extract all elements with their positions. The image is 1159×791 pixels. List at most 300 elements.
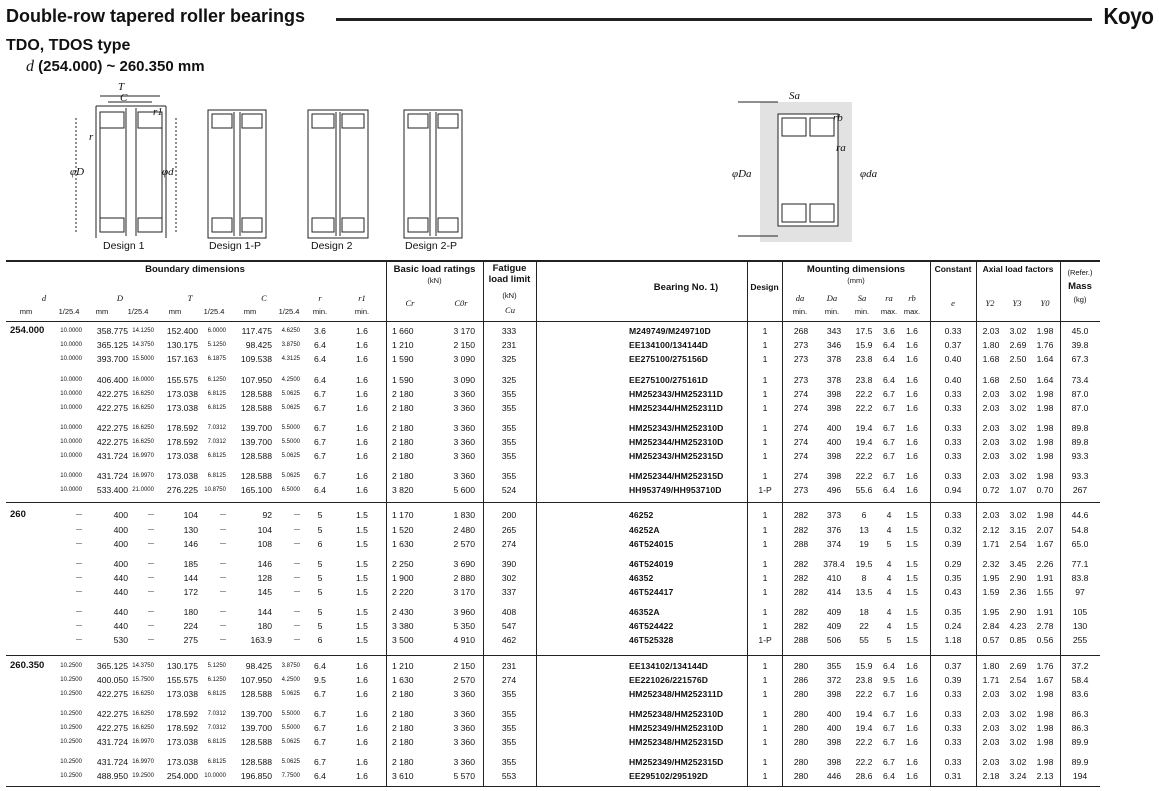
cell-Y0: 1.98 [1036,757,1054,767]
cell-outer-d-inch: — [148,637,154,643]
cell-r: 6.7 [314,689,326,699]
cell-bore-inch: 10.0000 [60,425,82,431]
cell-C0r: 3 360 [453,471,475,481]
sym-Cr: Cr [405,298,415,308]
cell-outer-d: 533.400 [96,485,128,495]
cell-width-T: 146 [183,539,198,549]
cell-Cu: 337 [501,587,517,597]
cell-Cr: 2 180 [392,689,414,699]
cell-C0r: 3 170 [453,587,475,597]
cell-Sa: 22.2 [855,471,873,481]
cell-ra: 4 [886,573,892,583]
cell-da: 280 [793,709,809,719]
cell-ra: 9.5 [883,675,895,685]
cell-Y3: 3.02 [1009,757,1027,767]
cell-Y2: 1.68 [982,354,1000,364]
cell-mass: 39.8 [1071,340,1089,350]
cell-ra: 4 [886,587,892,597]
cell-C0r: 3 960 [453,607,475,617]
cell-Cu: 355 [501,437,517,447]
cell-bearing-no: EE275100/275156D [629,354,709,364]
cell-width-T-inch: 5.1250 [207,663,226,669]
cell-width-T-inch: 7.0312 [207,711,226,717]
cell-Y3: 3.02 [1009,709,1027,719]
unit-mm: mm [168,307,182,316]
cell-mass: 194 [1072,771,1088,781]
cell-outer-d-inch: 16.6250 [132,391,154,397]
cell-rb: 1.5 [906,607,918,617]
cell-width-C: 139.700 [240,723,272,733]
cell-r1: 1.6 [356,689,368,699]
cell-e: 0.33 [944,326,962,336]
cell-outer-d-inch: 19.2500 [132,773,154,779]
cell-Sa: 15.9 [855,661,873,671]
cell-bore-inch: — [76,575,82,581]
cell-width-C-inch: 5.0625 [281,759,300,765]
cell-bore-inch: — [76,637,82,643]
cell-ra: 4 [886,510,892,520]
cell-r: 6.7 [314,723,326,733]
cell-da: 268 [793,326,809,336]
cell-width-T-inch: 10.0000 [204,773,226,779]
cell-C0r: 2 150 [453,340,475,350]
cell-Y0: 1.67 [1036,539,1054,549]
cell-C0r: 3 690 [453,559,475,569]
cell-r1: 1.6 [356,709,368,719]
cell-width-C: 144 [257,607,272,617]
cell-Cr: 3 500 [392,635,414,645]
cell-design: 1 [762,621,768,631]
cell-ra: 3.6 [883,326,895,336]
cell-rb: 1.6 [906,423,918,433]
cell-design: 1 [762,423,768,433]
cell-outer-d: 406.400 [96,375,128,385]
cell-Sa: 8 [861,573,867,583]
cell-C0r: 5 350 [453,621,475,631]
unit-max: max. [880,307,898,316]
cell-Cu: 355 [501,757,517,767]
cell-r1: 1.5 [356,587,368,597]
cell-width-C-inch: 5.0625 [281,453,300,459]
cell-r: 5 [317,573,323,583]
col-divider [536,260,537,786]
cell-Da: 400 [826,723,842,733]
cell-Cr: 2 180 [392,471,414,481]
cell-mass: 97 [1075,587,1085,597]
cell-width-C-inch: 4.2500 [281,377,300,383]
cell-Cu: 355 [501,451,517,461]
cell-ra: 4 [886,525,892,535]
cell-outer-d-inch: — [148,561,154,567]
cell-rb: 1.5 [906,621,918,631]
cell-Y3: 0.85 [1009,635,1027,645]
cell-Cu: 200 [501,510,517,520]
cell-bore-inch: 10.2500 [60,759,82,765]
cell-width-C: 128.588 [240,737,272,747]
cell-C0r: 3 170 [453,326,475,336]
cell-outer-d-inch: 16.9970 [132,759,154,765]
cell-ra: 5 [886,635,892,645]
cell-Y3: 2.50 [1009,375,1027,385]
cell-r1: 1.6 [356,403,368,413]
cell-Y3: 2.50 [1009,354,1027,364]
cell-outer-d-inch: 16.6250 [132,725,154,731]
cell-width-T-inch: — [220,575,226,581]
cell-bore-inch: 10.2500 [60,773,82,779]
cell-Cu: 355 [501,709,517,719]
cell-Cu: 325 [501,354,517,364]
cell-r1: 1.5 [356,573,368,583]
cell-Cu: 265 [501,525,517,535]
cell-Y3: 2.54 [1009,539,1027,549]
cell-rb: 1.6 [906,437,918,447]
cell-outer-d-inch: 16.0000 [132,377,154,383]
cell-r: 6.4 [314,661,326,671]
cell-width-C: 128.588 [240,451,272,461]
cell-C0r: 5 600 [453,485,475,495]
cell-width-C: 104 [257,525,272,535]
cell-width-T: 173.038 [166,757,198,767]
cell-bearing-no: 46252A [629,525,660,535]
cell-Sa: 22.2 [855,451,873,461]
cell-Sa: 13.5 [855,587,873,597]
cell-Cu: 355 [501,689,517,699]
cell-C0r: 3 360 [453,451,475,461]
cell-width-C: 139.700 [240,709,272,719]
cell-rb: 1.6 [906,737,918,747]
cell-Da: 373 [826,510,842,520]
cell-bearing-no: HM252344/HM252310D [629,437,724,447]
cell-r1: 1.6 [356,675,368,685]
cell-outer-d: 431.724 [96,737,128,747]
cell-Cu: 553 [501,771,517,781]
design-2p-label: Design 2-P [405,240,457,252]
cell-bearing-no: M249749/M249710D [629,326,711,336]
cell-outer-d: 440 [113,621,128,631]
cell-Y0: 2.78 [1036,621,1054,631]
cell-Cr: 3 820 [392,485,414,495]
cell-r: 6 [317,635,323,645]
cell-Da: 410 [826,573,842,583]
sym-Y0: Y0 [1040,298,1050,308]
cell-r: 6.7 [314,451,326,461]
cell-design: 1 [762,771,768,781]
cell-da: 280 [793,723,809,733]
cell-design: 1 [762,437,768,447]
cell-e: 0.39 [944,675,962,685]
cell-Sa: 55.6 [855,485,873,495]
cell-Cu: 333 [501,326,517,336]
cell-width-T: 178.592 [166,709,198,719]
cell-bore-inch: 10.0000 [60,356,82,362]
cell-outer-d-inch: — [148,609,154,615]
cell-design: 1 [762,403,768,413]
cell-Da: 398 [826,757,842,767]
cell-width-C: 128.588 [240,389,272,399]
cell-mass: 54.8 [1071,525,1089,535]
cell-rb: 1.5 [906,635,918,645]
fatigue-header-2: load limit [488,274,531,285]
cell-bore: 260 [10,509,26,520]
cell-width-C: 139.700 [240,423,272,433]
cell-Da: 398 [826,389,842,399]
unit-inch: 1/25.4 [58,307,80,316]
boundary-dimensions-header: Boundary dimensions [145,264,245,275]
cell-Cu: 355 [501,403,517,413]
group-rule-1 [6,502,1100,503]
cell-width-T: 104 [183,510,198,520]
cell-width-C-inch: — [294,575,300,581]
cell-mass: 83.6 [1071,689,1089,699]
cell-Sa: 19 [859,539,869,549]
col-divider [1060,260,1061,786]
dim-d-label: φd [162,166,174,178]
cell-Sa: 23.8 [855,675,873,685]
cell-r1: 1.6 [356,485,368,495]
cell-Y3: 1.07 [1009,485,1027,495]
cell-bore-inch: 10.0000 [60,391,82,397]
bearing-design-diagrams [60,78,480,258]
cell-bore-inch: — [76,512,82,518]
cell-width-T: 144 [183,573,198,583]
cell-width-T-inch: 7.0312 [207,725,226,731]
cell-ra: 6.7 [883,437,895,447]
cell-Cr: 1 170 [392,510,414,520]
cell-width-C: 107.950 [240,675,272,685]
cell-r1: 1.6 [356,375,368,385]
cell-r: 6.4 [314,771,326,781]
cell-Y0: 1.98 [1036,689,1054,699]
cell-r1: 1.5 [356,559,368,569]
cell-r: 6.7 [314,709,326,719]
cell-r1: 1.6 [356,437,368,447]
cell-ra: 6.7 [883,403,895,413]
cell-outer-d: 422.275 [96,689,128,699]
cell-r: 9.5 [314,675,326,685]
unit-max: max. [903,307,921,316]
cell-width-T: 130 [183,525,198,535]
cell-Y2: 2.84 [982,621,1000,631]
cell-width-T-inch: 6.8125 [207,473,226,479]
cell-width-C-inch: 4.2500 [281,677,300,683]
cell-Y2: 2.18 [982,771,1000,781]
cell-Cr: 3 380 [392,621,414,631]
cell-Cr: 1 520 [392,525,414,535]
cell-Cu: 325 [501,375,517,385]
unit-min: min. [854,307,870,316]
cell-Cr: 1 590 [392,375,414,385]
dim-r-label: r [89,131,94,143]
cell-width-T: 254.000 [166,771,198,781]
design-header: Design [750,282,779,292]
cell-rb: 1.6 [906,485,918,495]
cell-Cu: 390 [501,559,517,569]
cell-Y3: 2.90 [1009,607,1027,617]
cell-width-C-inch: 3.8750 [281,663,300,669]
cell-Cr: 2 250 [392,559,414,569]
cell-mass: 67.3 [1071,354,1089,364]
col-divider [747,260,748,786]
cell-design: 1 [762,471,768,481]
cell-Y0: 1.67 [1036,675,1054,685]
unit-min: min. [354,307,370,316]
cell-r: 5 [317,559,323,569]
cell-Y0: 1.98 [1036,510,1054,520]
cell-outer-d: 440 [113,607,128,617]
cell-r: 6.7 [314,437,326,447]
cell-da: 274 [793,451,809,461]
cell-e: 0.33 [944,737,962,747]
cell-Y2: 2.03 [982,757,1000,767]
mount-sa-label: Sa [789,90,800,102]
cell-r1: 1.5 [356,635,368,645]
cell-e: 0.33 [944,689,962,699]
cell-design: 1 [762,587,768,597]
cell-design: 1 [762,723,768,733]
cell-Sa: 19.4 [855,437,873,447]
sym-d: d [41,293,47,303]
cell-Da: 398 [826,451,842,461]
cell-width-C-inch: 5.5000 [281,725,300,731]
cell-da: 274 [793,437,809,447]
cell-width-T: 178.592 [166,437,198,447]
cell-C0r: 3 360 [453,389,475,399]
sym-Y2: Y2 [985,298,995,308]
cell-C0r: 2 570 [453,675,475,685]
cell-Sa: 22.2 [855,403,873,413]
cell-Y3: 3.02 [1009,723,1027,733]
cell-Y3: 3.02 [1009,689,1027,699]
cell-Y3: 3.02 [1009,389,1027,399]
cell-Y3: 3.02 [1009,423,1027,433]
sym-Y3: Y3 [1012,298,1022,308]
cell-e: 0.35 [944,573,962,583]
cell-mass: 37.2 [1071,661,1089,671]
sym-C: C [261,293,267,303]
cell-rb: 1.6 [906,757,918,767]
sym-Da: Da [826,293,838,303]
cell-r: 5 [317,607,323,617]
cell-da: 274 [793,471,809,481]
cell-outer-d: 530 [113,635,128,645]
cell-outer-d-inch: 15.7500 [132,677,154,683]
cell-outer-d: 400 [113,559,128,569]
cell-width-C-inch: 5.0625 [281,405,300,411]
cell-Da: 446 [826,771,842,781]
cell-rb: 1.6 [906,354,918,364]
cell-Sa: 13 [859,525,869,535]
cell-width-T: 130.175 [166,661,198,671]
cell-outer-d-inch: 16.6250 [132,691,154,697]
cell-outer-d: 440 [113,587,128,597]
cell-Y0: 1.55 [1036,587,1054,597]
cell-da: 273 [793,354,809,364]
cell-Da: 414 [826,587,842,597]
cell-width-T-inch: — [220,527,226,533]
cell-Sa: 6 [861,510,867,520]
cell-width-C: 145 [257,587,272,597]
cell-Da: 400 [826,709,842,719]
cell-r1: 1.5 [356,510,368,520]
cell-outer-d: 400 [113,539,128,549]
range-text: (254.000) ~ 260.350 mm [38,58,205,75]
mass-unit: (kg) [1073,295,1087,304]
cell-ra: 6.7 [883,389,895,399]
sym-ra: ra [885,293,893,303]
cell-rb: 1.5 [906,539,918,549]
cell-outer-d-inch: 16.6250 [132,425,154,431]
constant-header: Constant [934,264,972,274]
cell-e: 0.33 [944,757,962,767]
cell-outer-d: 422.275 [96,389,128,399]
cell-width-T-inch: 10.8750 [204,487,226,493]
cell-outer-d: 365.125 [96,661,128,671]
cell-Da: 346 [826,340,842,350]
cell-width-T-inch: — [220,589,226,595]
cell-width-C: 180 [257,621,272,631]
fatigue-unit: (kN) [502,291,517,300]
mount-Da-label: φDa [732,168,752,180]
cell-da: 282 [793,559,809,569]
cell-width-T: 173.038 [166,403,198,413]
unit-min: min. [792,307,808,316]
cell-width-T-inch: 6.8125 [207,739,226,745]
cell-rb: 1.6 [906,451,918,461]
cell-width-T-inch: 6.1250 [207,377,226,383]
cell-bearing-no: HM252348/HM252311D [629,689,724,699]
sym-D: D [116,293,124,303]
cell-da: 274 [793,389,809,399]
cell-ra: 6.7 [883,723,895,733]
cell-design: 1 [762,607,768,617]
cell-ra: 6.7 [883,471,895,481]
cell-Sa: 23.8 [855,354,873,364]
cell-ra: 6.4 [883,485,895,495]
cell-design: 1 [762,559,768,569]
cell-width-T-inch: 6.8125 [207,391,226,397]
cell-mass: 93.3 [1071,451,1089,461]
cell-design: 1 [762,451,768,461]
cell-bearing-no: HM252344/HM252311D [629,403,724,413]
cell-r: 6 [317,539,323,549]
cell-bearing-no: HM252343/HM252315D [629,451,724,461]
cell-mass: 73.4 [1071,375,1089,385]
design-1p-drawing [208,110,266,238]
col-divider [386,260,387,786]
cell-Y0: 1.98 [1036,471,1054,481]
cell-width-C: 128 [257,573,272,583]
cell-mass: 86.3 [1071,709,1089,719]
cell-width-C-inch: 5.0625 [281,473,300,479]
col-divider [976,260,977,786]
cell-outer-d-inch: 16.6250 [132,439,154,445]
cell-r: 6.4 [314,354,326,364]
cell-width-C: 163.9 [250,635,272,645]
cell-C0r: 1 830 [453,510,475,520]
sym-Cu: Cu [505,305,515,315]
cell-e: 0.33 [944,403,962,413]
cell-r: 6.7 [314,423,326,433]
cell-da: 288 [793,539,809,549]
cell-rb: 1.6 [906,326,918,336]
axial-load-header: Axial load factors [982,264,1054,274]
cell-Y2: 2.32 [982,559,1000,569]
cell-Y2: 2.03 [982,723,1000,733]
cell-design: 1 [762,757,768,767]
cell-rb: 1.6 [906,471,918,481]
cell-r1: 1.6 [356,326,368,336]
cell-ra: 6.4 [883,354,895,364]
